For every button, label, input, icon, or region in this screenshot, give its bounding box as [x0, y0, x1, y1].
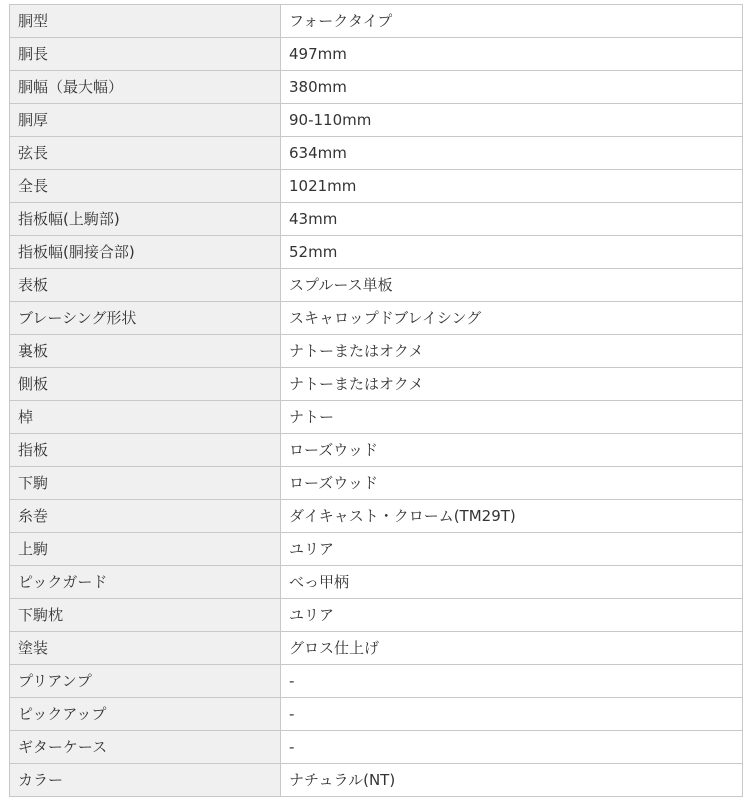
- table-row: [10, 533, 743, 566]
- spec-label: プリアンプ: [10, 665, 281, 698]
- table-row: [10, 170, 743, 203]
- table-row: [10, 566, 743, 599]
- spec-value: ナトー: [281, 401, 743, 434]
- table-row: [10, 599, 743, 632]
- spec-label: 棹: [10, 401, 281, 434]
- spec-value: 1021mm: [281, 170, 743, 203]
- table-row: [10, 401, 743, 434]
- spec-label: 胴幅（最大幅）: [10, 71, 281, 104]
- spec-value: スキャロップドブレイシング: [281, 302, 743, 335]
- spec-label: 胴型: [10, 5, 281, 38]
- spec-value: スプルース単板: [281, 269, 743, 302]
- table-row: [10, 434, 743, 467]
- table-row: [10, 665, 743, 698]
- spec-value: ナチュラル(NT): [281, 764, 743, 797]
- spec-value: グロス仕上げ: [281, 632, 743, 665]
- table-row: [10, 269, 743, 302]
- spec-value: ダイキャスト・クローム(TM29T): [281, 500, 743, 533]
- spec-value: 90-110mm: [281, 104, 743, 137]
- table-row: [10, 500, 743, 533]
- table-row: [10, 236, 743, 269]
- spec-label: 胴長: [10, 38, 281, 71]
- spec-label: 裏板: [10, 335, 281, 368]
- spec-value: ローズウッド: [281, 467, 743, 500]
- table-row: [10, 104, 743, 137]
- spec-value: -: [281, 665, 743, 698]
- spec-label: ギターケース: [10, 731, 281, 764]
- spec-value: ナトーまたはオクメ: [281, 335, 743, 368]
- table-row: [10, 203, 743, 236]
- table-row: [10, 467, 743, 500]
- spec-value: ユリア: [281, 533, 743, 566]
- table-row: [10, 302, 743, 335]
- spec-value: ローズウッド: [281, 434, 743, 467]
- table-row: [10, 698, 743, 731]
- spec-label: 上駒: [10, 533, 281, 566]
- table-row: [10, 71, 743, 104]
- spec-label: 胴厚: [10, 104, 281, 137]
- table-row: [10, 335, 743, 368]
- table-row: [10, 38, 743, 71]
- table-row: [10, 731, 743, 764]
- spec-value: 43mm: [281, 203, 743, 236]
- spec-label: ピックアップ: [10, 698, 281, 731]
- spec-value: べっ甲柄: [281, 566, 743, 599]
- table-row: [10, 368, 743, 401]
- spec-value: 497mm: [281, 38, 743, 71]
- spec-label: 下駒枕: [10, 599, 281, 632]
- spec-value: ユリア: [281, 599, 743, 632]
- spec-label: ピックガード: [10, 566, 281, 599]
- spec-label: 塗装: [10, 632, 281, 665]
- table-row: [10, 632, 743, 665]
- spec-label: 指板: [10, 434, 281, 467]
- spec-value: -: [281, 698, 743, 731]
- spec-value: フォークタイプ: [281, 5, 743, 38]
- spec-table: [9, 4, 743, 797]
- spec-label: 糸巻: [10, 500, 281, 533]
- table-row: [10, 764, 743, 797]
- spec-label: ブレーシング形状: [10, 302, 281, 335]
- spec-label: 全長: [10, 170, 281, 203]
- table-row: [10, 5, 743, 38]
- spec-label: 指板幅(胴接合部): [10, 236, 281, 269]
- spec-value: ナトーまたはオクメ: [281, 368, 743, 401]
- spec-label: 側板: [10, 368, 281, 401]
- spec-label: 弦長: [10, 137, 281, 170]
- spec-value: 634mm: [281, 137, 743, 170]
- spec-value: -: [281, 731, 743, 764]
- spec-table-body: [10, 5, 743, 797]
- spec-value: 52mm: [281, 236, 743, 269]
- spec-label: 指板幅(上駒部): [10, 203, 281, 236]
- table-row: [10, 137, 743, 170]
- spec-label: 表板: [10, 269, 281, 302]
- spec-label: 下駒: [10, 467, 281, 500]
- spec-label: カラー: [10, 764, 281, 797]
- spec-value: 380mm: [281, 71, 743, 104]
